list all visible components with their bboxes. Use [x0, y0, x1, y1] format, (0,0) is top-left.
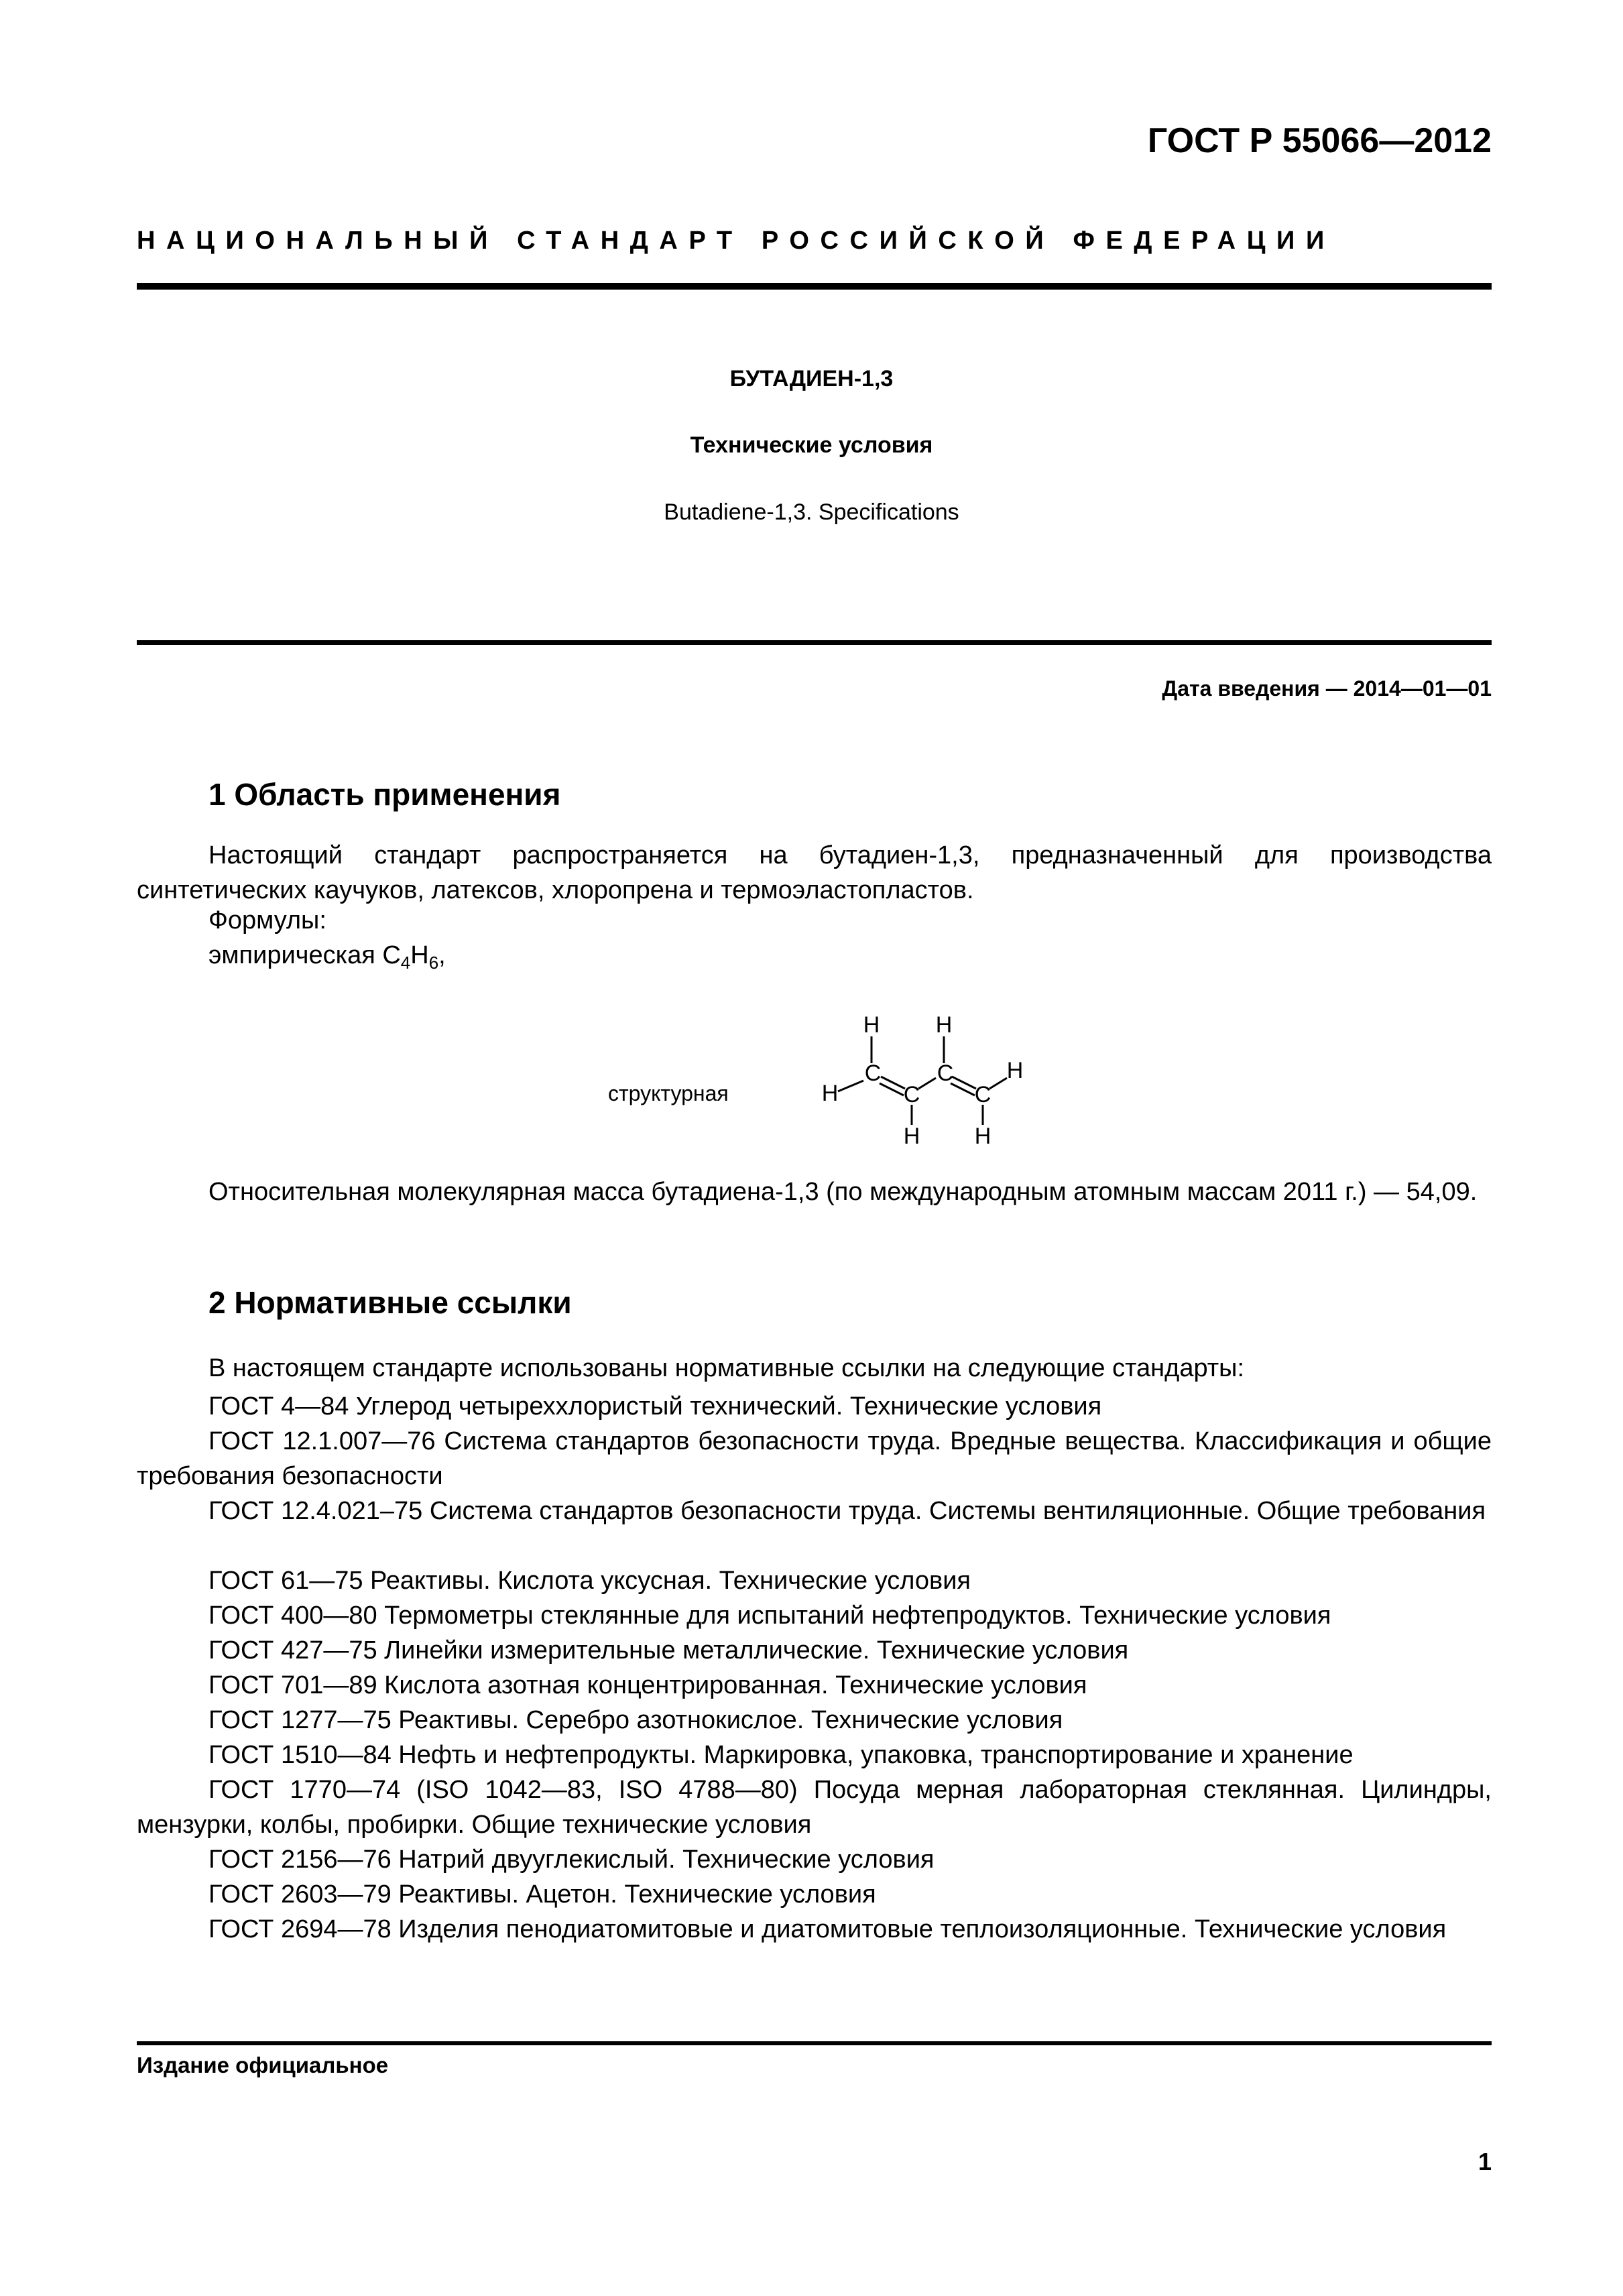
empirical-subscript-hydrogen: 6 [428, 953, 439, 973]
butadiene-structural-formula [818, 1011, 1032, 1145]
reference-item: ГОСТ 12.4.021–75 Система стандартов безопасности труда. Системы вентиляционные. Общие требования [208, 1497, 1486, 1525]
reference-item: ГОСТ 2156—76 Натрий двууглекислый. Технические условия [208, 1846, 935, 1874]
molecular-mass-paragraph: Относительная молекулярная масса бутадиена-1,3 (по международным атомным массам 2011 г.) — 54,09. [208, 1178, 1478, 1206]
atom-h-bottom1: H [903, 1124, 920, 1145]
document-subtitle: Технические условия [690, 432, 933, 458]
empirical-comma: , [438, 941, 446, 969]
references-intro: В настоящем стандарте использованы нормативные ссылки на следующие стандарты: [208, 1354, 1245, 1382]
atom-h-left: H [821, 1081, 839, 1106]
atom-h-bottom2: H [974, 1124, 991, 1145]
section-1-heading: 1 Область применения [208, 777, 561, 812]
atom-c2: C [903, 1082, 920, 1107]
reference-item: ГОСТ 4—84 Углерод четыреххлористый технический. Технические условия [208, 1392, 1102, 1421]
bond-h-right [989, 1078, 1007, 1089]
empirical-hydrogen: H [410, 941, 429, 969]
atom-h-top1: H [863, 1012, 880, 1038]
title-rule [137, 640, 1492, 645]
reference-item: ГОСТ 61—75 Реактивы. Кислота уксусная. Технические условия [208, 1567, 971, 1595]
official-edition-label: Издание официальное [137, 2053, 389, 2077]
atom-c1: C [864, 1061, 882, 1086]
reference-item: ГОСТ 1277—75 Реактивы. Серебро азотнокислое. Технические условия [208, 1706, 1063, 1734]
atom-h-top2: H [935, 1012, 953, 1038]
bond-c2-c3 [918, 1078, 936, 1089]
national-standard-heading: НАЦИОНАЛЬНЫЙ СТАНДАРТ РОССИЙСКОЙ ФЕДЕРАЦИИ [137, 227, 1335, 255]
reference-item: ГОСТ 701—89 Кислота азотная концентрированная. Технические условия [208, 1671, 1087, 1699]
reference-item: ГОСТ 2603—79 Реактивы. Ацетон. Технические условия [208, 1880, 876, 1909]
section-1-paragraph: Настоящий стандарт распространяется на бутадиен-1,3, предназначенный для производства синтетических каучуков, латексов, хлоропрена и термоэластопластов. [137, 841, 1492, 904]
page-number: 1 [1478, 2148, 1492, 2175]
formulas-label: Формулы: [208, 906, 326, 934]
document-title-english: Butadiene-1,3. Specifications [664, 499, 959, 525]
header-rule [137, 283, 1492, 290]
atom-c3: C [937, 1061, 954, 1086]
reference-item: ГОСТ 400—80 Термометры стеклянные для испытаний нефтепродуктов. Технические условия [208, 1602, 1331, 1630]
reference-item: ГОСТ 2694—78 Изделия пенодиатомитовые и диатомитовые теплоизоляционные. Технические условия [208, 1915, 1447, 1943]
reference-item: ГОСТ 1770—74 (ISO 1042—83, ISO 4788—80) Посуда мерная лабораторная стеклянная. Цилиндры, мензурки, колбы, пробирки. Общие технические условия [137, 1776, 1492, 1839]
document-title: БУТАДИЕН-1,3 [729, 366, 894, 391]
section-2-heading: 2 Нормативные ссылки [208, 1285, 572, 1320]
structural-label: структурная [608, 1081, 729, 1105]
footer-rule [137, 2041, 1492, 2045]
empirical-subscript-carbon: 4 [400, 953, 411, 973]
document-code: ГОСТ Р 55066—2012 [1147, 121, 1492, 160]
atom-h-right: H [1006, 1058, 1024, 1083]
reference-item: ГОСТ 12.1.007—76 Система стандартов безопасности труда. Вредные вещества. Классификация и общие требования безопасности [137, 1427, 1492, 1490]
empirical-label: эмпирическая C [208, 941, 401, 969]
reference-item: ГОСТ 427—75 Линейки измерительные металлические. Технические условия [208, 1636, 1129, 1665]
empirical-formula [208, 941, 446, 973]
bond-h-left [838, 1081, 863, 1091]
reference-item: ГОСТ 1510—84 Нефть и нефтепродукты. Маркировка, упаковка, транспортирование и хранение [208, 1741, 1354, 1769]
atom-c4: C [974, 1082, 991, 1107]
introduction-date: Дата введения — 2014—01—01 [1162, 676, 1492, 701]
